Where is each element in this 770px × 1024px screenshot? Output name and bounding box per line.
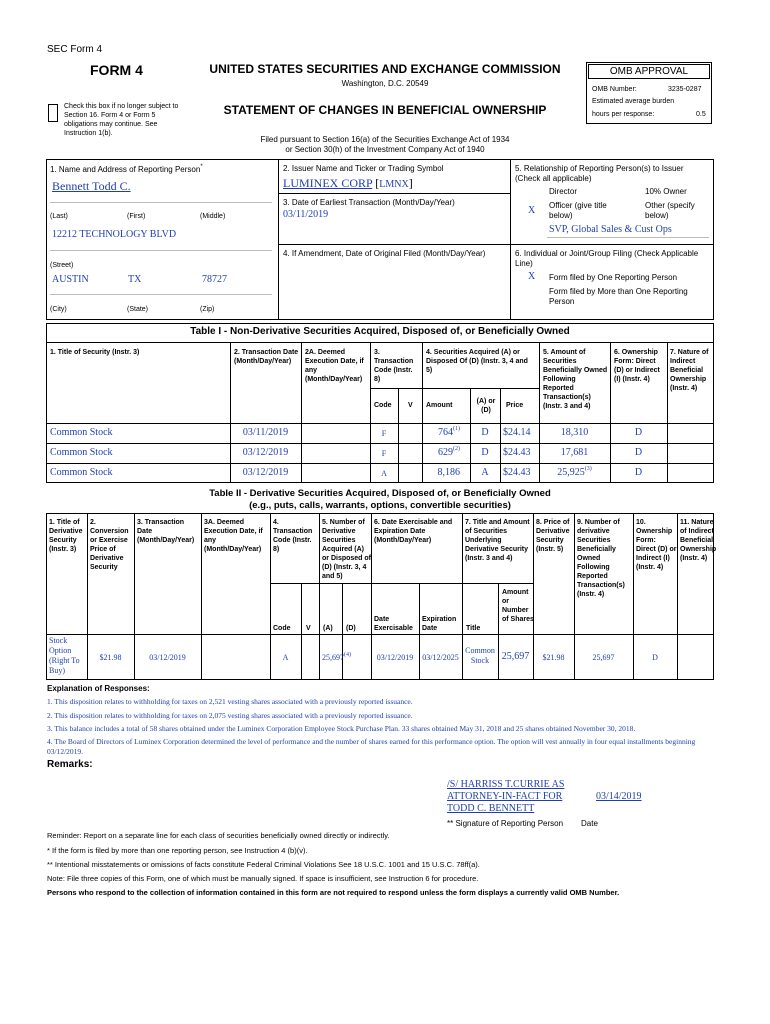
t1-h1: 1. Title of Security (Instr. 3) — [50, 349, 140, 356]
t2-code: Code — [273, 625, 291, 632]
sec-form-label: SEC Form 4 — [47, 44, 103, 55]
hours-label: hours per response: — [592, 111, 655, 118]
box2-label: 2. Issuer Name and Ticker or Trading Symbol — [283, 164, 444, 173]
security-title: Common Stock — [50, 447, 113, 458]
first-label: (First) — [127, 213, 146, 220]
table2-title: Table II - Derivative Securities Acquired, Disposed of, or Beneficially Owned — [209, 488, 551, 499]
t1-h5: 5. Amount of Securities Beneficially Owned Following Reported Transaction(s) (Instr. 3 and 4) — [543, 349, 608, 410]
underlying-shares: 25,697 — [501, 651, 530, 662]
no-longer-subject-checkbox[interactable] — [48, 104, 58, 122]
t1-h2a: 2A. Deemed Execution Date, if any (Month/Day/Year) — [305, 349, 364, 383]
t1-price: Price — [506, 402, 524, 409]
ownership-form: D — [634, 447, 643, 458]
signature-date: 03/14/2019 — [596, 791, 642, 802]
transaction-code: F — [381, 449, 387, 458]
amount: 8,186 — [437, 467, 460, 478]
transaction-date: 03/12/2019 — [242, 447, 289, 458]
reporting-person-name[interactable]: Bennett Todd C. — [52, 179, 131, 193]
t2-h7: 7. Title and Amount of Securities Underlying Derivative Security (Instr. 3 and 4) — [465, 519, 530, 562]
middle-label: (Middle) — [200, 213, 226, 220]
commission-title: UNITED STATES SECURITIES AND EXCHANGE COMMISSION — [209, 62, 561, 76]
table1-title: Table I - Non-Derivative Securities Acquired, Disposed of, or Beneficially Owned — [190, 326, 570, 337]
box6-label: 6. Individual or Joint/Group Filing (Check Applicable Line) — [515, 249, 699, 268]
filed-pursuant-1: Filed pursuant to Section 16(a) of the Securities Exchange Act of 1934 — [260, 135, 510, 144]
explanation-item: 2. This disposition relates to withholding for taxes on 2,075 vesting shares associated with a previously reported issuance. — [47, 711, 413, 720]
zip-value: 78727 — [202, 274, 227, 285]
t1-code: Code — [374, 402, 392, 409]
security-title: Common Stock — [50, 467, 113, 478]
reminder-text: Reminder: Report on a separate line for each class of securities beneficially owned directly or indirectly. — [47, 831, 390, 840]
t2-h3: 3. Transaction Date (Month/Day/Year) — [137, 519, 195, 544]
derivative-title: Stock Option (Right To Buy) — [49, 636, 80, 675]
transaction-code: A — [381, 469, 387, 478]
remarks-title: Remarks: — [47, 759, 93, 770]
underlying-title: Common Stock — [465, 646, 495, 665]
t2-h3a: 3A. Deemed Execution Date, if any (Month/Day/Year) — [204, 519, 263, 553]
date-label: Date — [581, 819, 598, 828]
transaction-date: 03/11/2019 — [242, 427, 289, 438]
box4-label: 4. If Amendment, Date of Original Filed (Month/Day/Year) — [283, 249, 486, 258]
t1-h3: 3. Transaction Code (Instr. 8) — [374, 349, 414, 383]
issuer-name[interactable]: LUMINEX CORP — [283, 176, 373, 190]
a-or-d: D — [481, 427, 489, 438]
t2-h9: 9. Number of derivative Securities Beneficially Owned Following Reported Transaction(s) (Instr. 4) — [577, 519, 625, 598]
t2-h1: 1. Title of Derivative Security (Instr. 3) — [49, 519, 83, 553]
t2-h4: 4. Transaction Code (Instr. 8) — [273, 519, 313, 553]
explanation-item: 4. The Board of Directors of Luminex Corporation determined the level of performance and the number of shares earned for this performance option. The option will vest annually in four equal installments beginning 03/12/2019. — [47, 737, 696, 756]
omb-number-label: OMB Number: — [592, 86, 637, 93]
filing-x-mark: X — [528, 271, 536, 282]
last-label: (Last) — [50, 213, 68, 220]
transaction-code: F — [381, 429, 387, 438]
issuer-line: LUMINEX CORP [LMNX] — [283, 176, 413, 190]
commission-city: Washington, D.C. 20549 — [341, 79, 429, 88]
a-or-d: D — [481, 447, 489, 458]
box5-sub: (Check all applicable) — [515, 174, 592, 183]
t2-expiration: Expiration Date — [422, 616, 457, 632]
a-or-d: A — [481, 467, 489, 478]
footnote-star1: * If the form is filed by more than one reporting person, see Instruction 4 (b)(v). — [47, 846, 308, 855]
filed-by-more-option[interactable]: Form filed by More than One Reporting Person — [549, 287, 688, 306]
form-title: FORM 4 — [90, 62, 143, 78]
signature-label: ** Signature of Reporting Person — [447, 819, 564, 828]
derivative-owned: 25,697 — [592, 653, 615, 662]
box1-label: 1. Name and Address of Reporting Person* — [50, 164, 203, 174]
transaction-date: 03/12/2019 — [242, 467, 289, 478]
officer-title: SVP, Global Sales & Cust Ops — [549, 224, 672, 235]
street-label: (Street) — [50, 262, 74, 269]
other-option[interactable]: Other (specify below) — [645, 201, 695, 220]
explanation-item: 3. This balance includes a total of 58 shares obtained under the Luminex Corporation Employee Stock Purchase Plan. 33 shares obtained May 31, 2018 and 25 shares obtained November 30, 2018. — [47, 724, 636, 733]
hours-value: 0.5 — [696, 111, 706, 118]
estimated-burden-label: Estimated average burden — [592, 98, 675, 105]
t1-aord: (A) or (D) — [476, 398, 496, 414]
t1-amount: Amount — [426, 402, 453, 409]
derivative-transaction-date: 03/12/2019 — [149, 653, 186, 662]
city-value: AUSTIN — [52, 274, 89, 285]
director-option[interactable]: Director — [549, 187, 578, 196]
city-label: (City) — [50, 306, 67, 313]
statement-title: STATEMENT OF CHANGES IN BENEFICIAL OWNERSHIP — [223, 103, 547, 117]
officer-option[interactable]: Officer (give title below) — [549, 201, 607, 220]
t2-h2: 2. Conversion or Exercise Price of Derivative Security — [90, 519, 129, 571]
t1-v: V — [408, 402, 413, 409]
owned-following: 25,925$^{(3)}$ — [557, 466, 592, 478]
ticker-symbol: LMNX — [379, 179, 409, 190]
t2-title: Title — [466, 625, 481, 632]
price: $24.43 — [503, 467, 531, 478]
date-exercisable: 03/12/2019 — [376, 653, 414, 662]
table2-subtitle: (e.g., puts, calls, warrants, options, convertible securities) — [249, 500, 511, 511]
ten-percent-owner-option[interactable]: 10% Owner — [645, 187, 687, 196]
t2-h5: 5. Number of Derivative Securities Acquired (A) or Disposed of (D) (Instr. 3, 4 and 5) — [322, 519, 372, 580]
officer-x-mark: X — [528, 205, 536, 216]
t2-v: V — [306, 625, 311, 632]
street-value: 12212 TECHNOLOGY BLVD — [52, 229, 177, 240]
filed-by-one-option[interactable]: Form filed by One Reporting Person — [549, 273, 678, 282]
t2-h11: 11. Nature of Indirect Beneficial Ownership (Instr. 4) — [680, 519, 717, 562]
note-text: Note: File three copies of this Form, one of which must be manually signed. If space is insufficient, see Instruction 6 for procedure. — [47, 874, 479, 883]
explanation-item: 1. This disposition relates to withholding for taxes on 2,521 vesting shares associated with a previously reported issuance. — [47, 697, 413, 706]
t2-amount-shares: Amount or Number of Shares — [502, 589, 534, 623]
t1-h2: 2. Transaction Date (Month/Day/Year) — [234, 349, 299, 365]
box5-label: 5. Relationship of Reporting Person(s) to Issuer — [515, 164, 684, 173]
explanation-title: Explanation of Responses: — [47, 684, 150, 693]
derivative-code: A — [282, 653, 289, 662]
ownership-form: D — [634, 427, 643, 438]
expiration-date: 03/12/2025 — [422, 653, 459, 662]
state-value: TX — [128, 274, 142, 285]
t1-h6: 6. Ownership Form: Direct (D) or Indirect (I) (Instr. 4) — [614, 349, 660, 383]
price: $24.43 — [503, 447, 531, 458]
ownership-form: D — [634, 467, 643, 478]
t2-a: (A) — [323, 625, 333, 632]
footnote-star2: ** Intentional misstatements or omissions of facts constitute Federal Criminal Violations See 18 U.S.C. 1001 and 15 U.S.C. 78ff(a). — [47, 860, 480, 869]
earliest-transaction-date: 03/11/2019 — [283, 209, 329, 220]
conversion-price: $21.98 — [99, 653, 122, 662]
amount: 764$^{(1)}$ — [438, 426, 460, 438]
t2-h6: 6. Date Exercisable and Expiration Date (Month/Day/Year) — [374, 519, 453, 544]
state-label: (State) — [127, 306, 149, 313]
filed-pursuant-2: or Section 30(h) of the Investment Company Act of 1940 — [285, 145, 485, 154]
checkbox-instructions: Check this box if no longer subject to Section 16. Form 4 or Form 5 obligations may continue. See Instruction 1(b). — [64, 103, 179, 137]
signature-name: /S/ HARRISS T.CURRIE AS ATTORNEY-IN-FACT FOR TODD C. BENNETT — [447, 779, 565, 814]
price: $24.14 — [503, 427, 531, 438]
box3-label: 3. Date of Earliest Transaction (Month/Day/Year) — [283, 198, 455, 207]
t2-d: (D) — [346, 625, 356, 632]
t2-date-exercisable: Date Exercisable — [374, 616, 413, 632]
amount: 629$^{(2)}$ — [438, 446, 460, 458]
t2-h8: 8. Price of Derivative Security (Instr. 5) — [536, 519, 570, 553]
t1-h4: 4. Securities Acquired (A) or Disposed Of (D) (Instr. 3, 4 and 5) — [426, 349, 528, 374]
persons-respond-text: Persons who respond to the collection of information contained in this form are not required to respond unless the form displays a currently valid OMB Number. — [47, 888, 620, 897]
owned-following: 18,310 — [560, 427, 589, 438]
t1-h7: 7. Nature of Indirect Beneficial Ownership (Instr. 4) — [670, 349, 709, 392]
derivative-ownership-form: D — [652, 653, 658, 662]
owned-following: 17,681 — [560, 447, 589, 458]
security-title: Common Stock — [50, 427, 113, 438]
omb-approval-title: OMB APPROVAL — [588, 64, 710, 79]
derivative-price: $21.98 — [542, 653, 565, 662]
derivative-number-acquired: 25,697$^{(4)}$ — [322, 652, 351, 662]
omb-number: 3235-0287 — [668, 86, 702, 93]
t2-h10: 10. Ownership Form: Direct (D) or Indirect (I) (Instr. 4) — [636, 519, 677, 571]
zip-label: (Zip) — [200, 306, 215, 313]
